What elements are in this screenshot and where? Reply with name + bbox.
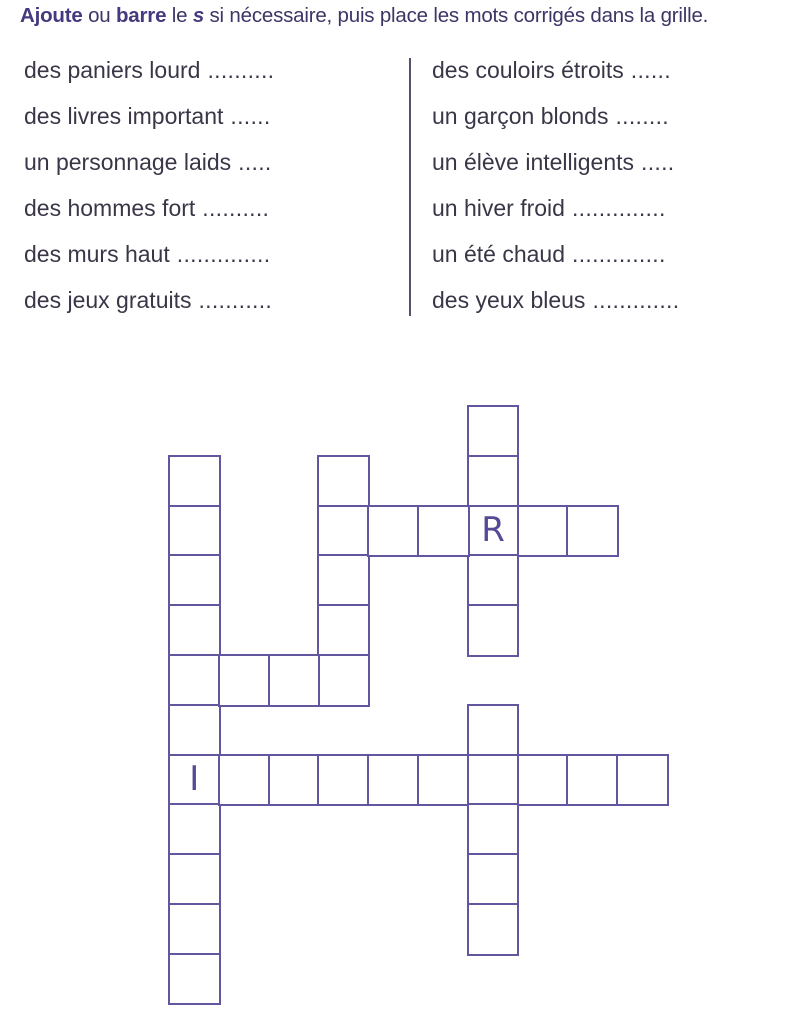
crossword-cell[interactable] <box>616 754 669 807</box>
phrase-text: un garçon blonds <box>432 103 609 129</box>
crossword-cell-filled[interactable]: I <box>168 754 221 807</box>
crossword-cell[interactable] <box>517 505 570 558</box>
crossword-cell[interactable] <box>168 803 221 856</box>
phrase-text: un personnage laids <box>24 149 232 175</box>
phrase-text: des livres important <box>24 103 224 129</box>
crossword-cell[interactable] <box>317 554 370 607</box>
crossword-cell[interactable] <box>367 754 420 807</box>
crossword-cell[interactable] <box>566 505 619 558</box>
crossword-cell[interactable] <box>168 455 221 508</box>
crossword-cell[interactable] <box>566 754 619 807</box>
instruction-text-1: ou <box>82 4 116 27</box>
crossword-cell[interactable] <box>168 654 221 707</box>
answer-blank: ........ <box>615 103 669 129</box>
answer-blank: ...... <box>630 57 671 83</box>
instruction-word-ajoute: Ajoute <box>20 4 83 27</box>
crossword-cell[interactable] <box>168 903 221 956</box>
phrase-text: des couloirs étroits <box>432 57 624 83</box>
crossword-cell[interactable] <box>467 754 520 807</box>
crossword-cell[interactable] <box>467 405 520 458</box>
crossword-cell[interactable] <box>317 505 370 558</box>
crossword-cell[interactable] <box>268 654 321 707</box>
crossword-cell[interactable] <box>317 604 370 657</box>
answer-blank: ........... <box>198 287 273 313</box>
crossword-cell[interactable] <box>367 505 420 558</box>
phrase-text: des paniers lourd <box>24 57 201 83</box>
crossword-cell[interactable] <box>467 704 520 757</box>
crossword-cell[interactable] <box>467 903 520 956</box>
instruction-letter-s: s <box>192 4 205 27</box>
crossword-cell[interactable] <box>317 654 370 707</box>
crossword-cell[interactable] <box>168 554 221 607</box>
crossword-cell[interactable] <box>417 505 470 558</box>
instruction-word-barre: barre <box>115 4 167 27</box>
crossword-cell[interactable] <box>517 754 570 807</box>
answer-blank: .............. <box>176 241 271 267</box>
crossword-cell[interactable] <box>467 554 520 607</box>
answer-blank: .............. <box>571 195 666 221</box>
phrase-text: un été chaud <box>432 241 566 267</box>
crossword-cell[interactable] <box>268 754 321 807</box>
crossword-cell[interactable] <box>168 704 221 757</box>
instruction-text-2: le <box>166 4 193 27</box>
crossword-cell[interactable] <box>317 455 370 508</box>
answer-blank: .......... <box>207 57 275 83</box>
instruction-text-3: si nécessaire, puis place les mots corrigés dans la grille. <box>204 4 709 27</box>
crossword-cell[interactable] <box>467 853 520 906</box>
crossword-cell[interactable] <box>317 754 370 807</box>
answer-blank: ..... <box>238 149 272 175</box>
phrase-text: des yeux bleus <box>432 287 586 313</box>
phrase-text: un élève intelligents <box>432 149 635 175</box>
crossword-cell[interactable] <box>168 604 221 657</box>
phrase-text: des murs haut <box>24 241 170 267</box>
crossword-cell[interactable] <box>218 754 271 807</box>
crossword-cell[interactable] <box>467 604 520 657</box>
crossword-cell[interactable] <box>417 754 470 807</box>
crossword-cell[interactable] <box>218 654 271 707</box>
phrase-text: des jeux gratuits <box>24 287 192 313</box>
crossword-cell[interactable] <box>467 803 520 856</box>
crossword-cell[interactable] <box>168 853 221 906</box>
crossword-cell-filled[interactable]: R <box>467 505 520 558</box>
crossword-cell[interactable] <box>168 505 221 558</box>
crossword-cell[interactable] <box>467 455 520 508</box>
phrase-text: des hommes fort <box>24 195 196 221</box>
answer-blank: .......... <box>202 195 270 221</box>
answer-blank: ...... <box>230 103 271 129</box>
answer-blank: ............. <box>592 287 680 313</box>
crossword-cell[interactable] <box>168 953 221 1006</box>
answer-blank: ..... <box>641 149 675 175</box>
phrase-text: un hiver froid <box>432 195 565 221</box>
answer-blank: .............. <box>572 241 666 267</box>
